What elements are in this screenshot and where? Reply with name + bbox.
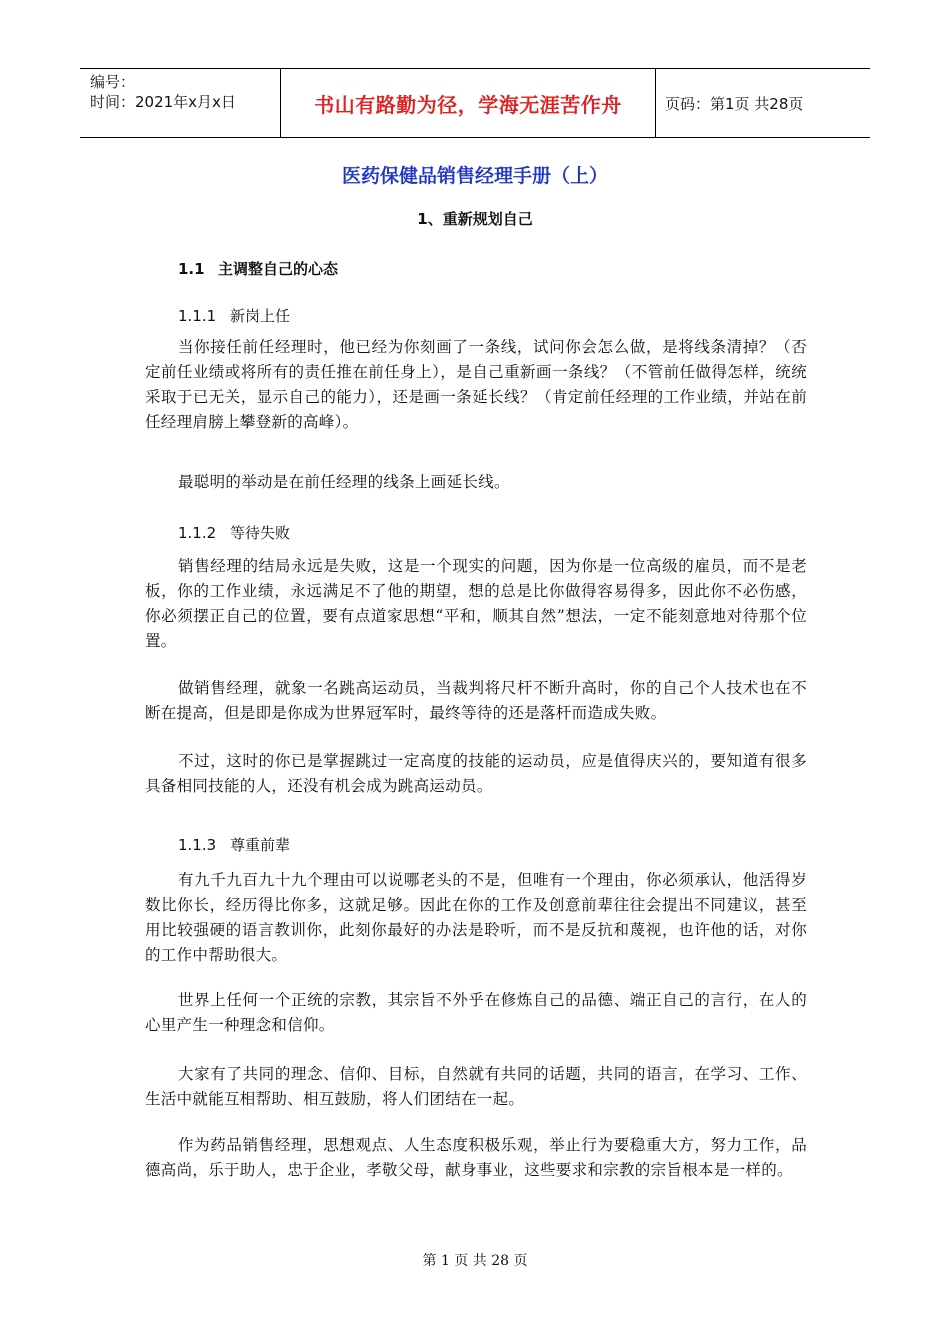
section-number: 1.1 [178, 260, 205, 278]
paragraph: 作为药品销售经理，思想观点、人生态度积极乐观，举止行为要稳重大方，努力工作，品德高尚，乐于助人，忠于企业，孝敬父母，献身事业，这些要求和宗教的宗旨根本是一样的。 [145, 1136, 807, 1179]
subsection-number: 1.1.3 [178, 836, 217, 854]
motto-text: 书山有路勤为径，学海无涯苦作舟 [314, 92, 622, 117]
header-page-info [656, 69, 870, 137]
page-header [80, 68, 870, 138]
subsection-number: 1.1.2 [178, 524, 217, 542]
paragraph: 大家有了共同的理念、信仰、目标，自然就有共同的话题，共同的语言，在学习、工作、生活中就能互相帮助、相互鼓励，将人们团结在一起。 [145, 1065, 807, 1108]
chapter-heading: 1、重新规划自己 [417, 210, 533, 228]
paragraph: 有九千九百九十九个理由可以说哪老头的不是，但唯有一个理由，你必须承认，他活得岁数比你长，经历得比你多，这就足够。因此在你的工作及创意前辈往往会提出不同建议，甚至用比较强硬的语言教训你，此刻你最好的办法是聆听，而不是反抗和蔑视，也许他的话，对你的工作中帮助很大。 [145, 871, 807, 964]
page-info-text: 页码：第1页 共28页 [665, 94, 804, 113]
date-label: 时间：2021年x月x日 [90, 93, 236, 111]
page-footer: 第 1 页 共 28 页 [422, 1253, 528, 1269]
document-title: 医药保健品销售经理手册（上） [341, 165, 608, 187]
subsection-title: 新岗上任 [230, 307, 291, 325]
section-heading [178, 258, 338, 279]
paragraph: 当你接任前任经理时，他已经为你刻画了一条线，试问你会怎么做，是将线条清掉？（否定前任业绩或将所有的责任推在前任身上），是自己重新画一条线？（不管前任做得怎样，统统采取于已无关，显示自己的能力），还是画一条延长线？（肯定前任经理的工作业绩，并站在前任经理肩膀上攀登新的高峰）。 [145, 338, 807, 431]
subsection-heading [178, 305, 290, 326]
section-title: 主调整自己的心态 [218, 260, 339, 278]
paragraph: 世界上任何一个正统的宗教，其宗旨不外乎在修炼自己的品德、端正自己的言行，在人的心里产生一种理念和信仰。 [145, 991, 807, 1034]
subsection-number: 1.1.1 [178, 307, 217, 325]
header-motto-cell [281, 69, 656, 137]
header-meta [80, 69, 281, 137]
subsection-title: 等待失败 [230, 524, 291, 542]
paragraph: 销售经理的结局永远是失败，这是一个现实的问题，因为你是一位高级的雇员，而不是老板，你的工作业绩，永远满足不了他的期望，想的总是比你做得容易得多，因此你不必伤感，你必须摆正自己的位置，要有点道家思想“平和，顺其自然”想法，一定不能刻意地对待那个位置。 [145, 557, 807, 650]
doc-number-label: 编号： [90, 73, 136, 91]
paragraph: 最聪明的举动是在前任经理的线条上画延长线。 [178, 473, 510, 491]
paragraph: 不过，这时的你已是掌握跳过一定高度的技能的运动员，应是值得庆兴的，要知道有很多具备相同技能的人，还没有机会成为跳高运动员。 [145, 752, 807, 795]
paragraph: 做销售经理，就象一名跳高运动员，当裁判将尺杆不断升高时，你的自己个人技术也在不断在提高，但是即是你成为世界冠军时，最终等待的还是落杆而造成失败。 [145, 679, 807, 722]
subsection-heading [178, 522, 290, 543]
subsection-heading [178, 834, 290, 855]
subsection-title: 尊重前辈 [230, 836, 291, 854]
